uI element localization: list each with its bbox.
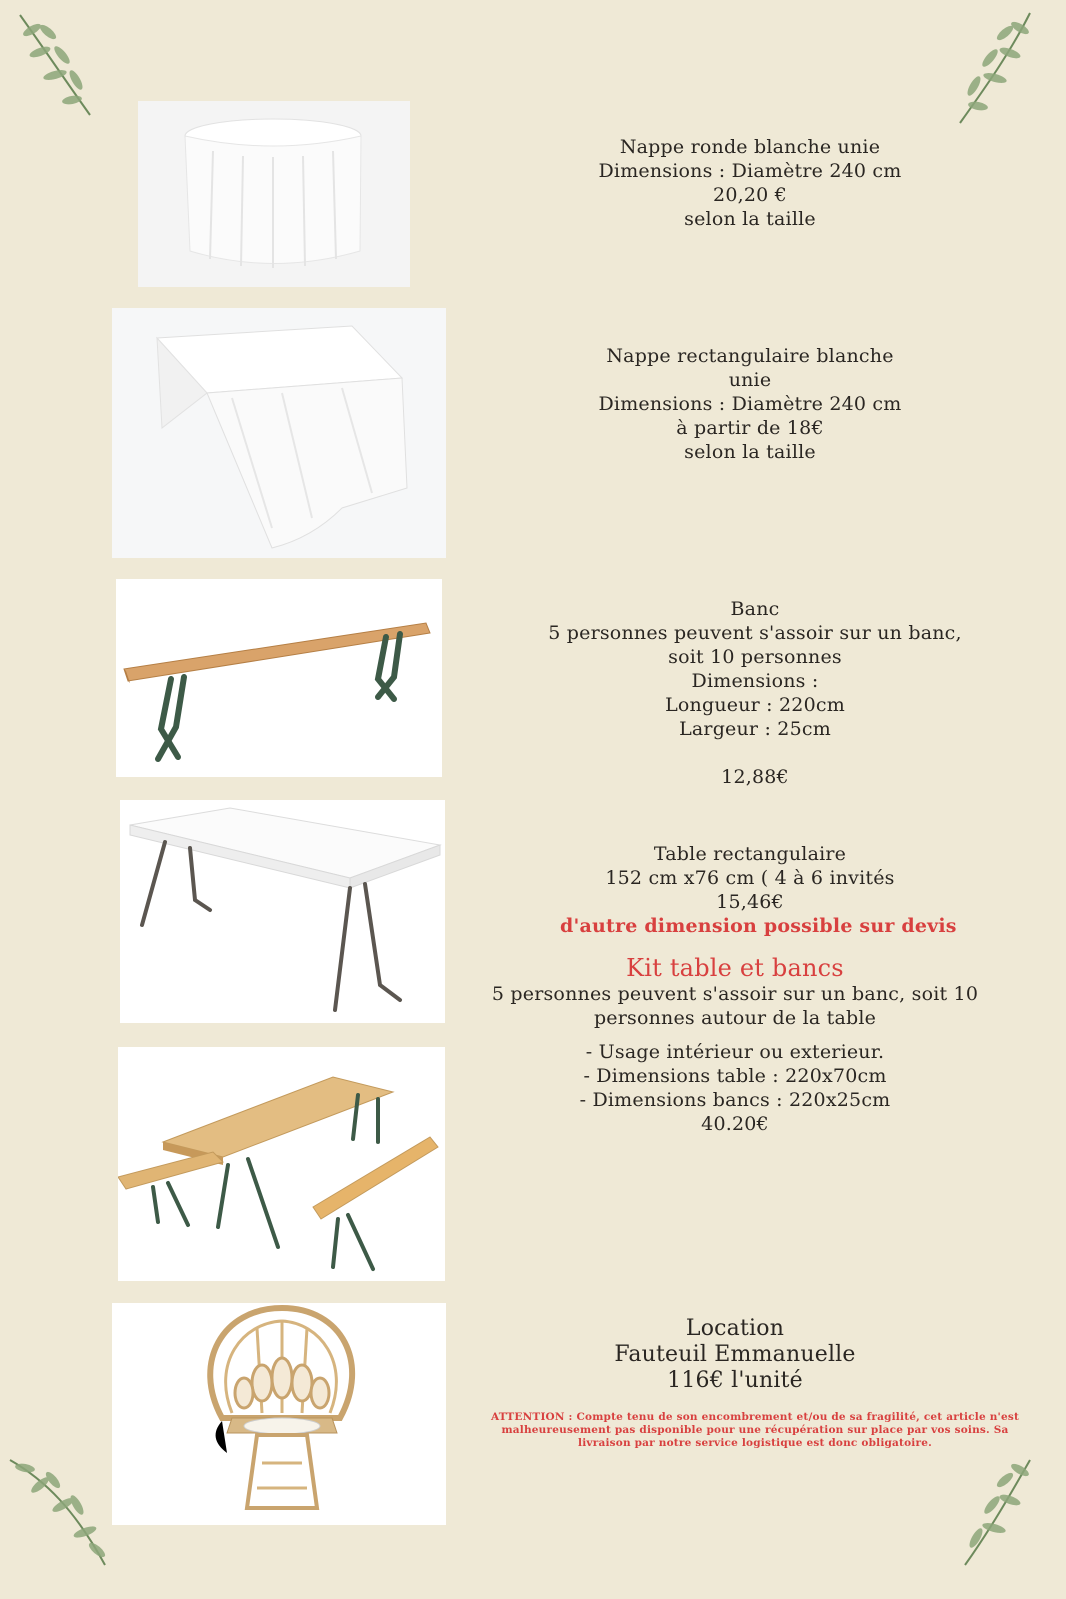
- custom-size-note: d'autre dimension possible sur devis: [560, 915, 957, 937]
- leaf-sprig-icon: [950, 8, 1040, 128]
- leaf-sprig-icon: [950, 1450, 1040, 1570]
- rectangular-table-image: [120, 800, 445, 1023]
- round-tablecloth-description: Nappe ronde blanche unie Dimensions : Diamètre 240 cm 20,20 € selon la taille: [598, 136, 902, 230]
- rectangular-table-description: Table rectangulaire 152 cm x76 cm ( 4 à 6 invités 15,46€ d'autre dimension possible sur devis: [560, 843, 957, 937]
- peacock-chair-description: Location Fauteuil Emmanuelle 116€ l'unité: [614, 1316, 856, 1393]
- leaf-sprig-icon: [5, 1450, 115, 1570]
- round-tablecloth-image: [138, 101, 410, 287]
- leaf-sprig-icon: [10, 10, 100, 120]
- peacock-chair-image: [112, 1303, 446, 1525]
- kit-details: - Usage intérieur ou exterieur. - Dimensions table : 220x70cm - Dimensions bancs : 220x25cm 40.20€: [579, 1041, 891, 1135]
- bench-image: [116, 579, 442, 777]
- rectangular-tablecloth-image: [112, 308, 446, 558]
- rectangular-tablecloth-description: Nappe rectangulaire blanche unie Dimensions : Diamètre 240 cm à partir de 18€ selon la taille: [598, 345, 902, 463]
- bench-description: Banc 5 personnes peuvent s'assoir sur un banc, soit 10 personnes Dimensions : Longueur : 220cm Largeur : 25cm 12,88€: [548, 598, 962, 788]
- kit-description: 5 personnes peuvent s'assoir sur un banc, soit 10 personnes autour de la table: [491, 983, 979, 1029]
- delivery-warning: ATTENTION : Compte tenu de son encombrement et/ou de sa fragilité, cet article n'est malheureusement pas disponible pour une récupération sur place par vos soins. Sa livraison par notre service logistique est donc obligatoire.: [491, 1411, 1019, 1449]
- kit-table-benches-image: [118, 1047, 445, 1281]
- kit-title: Kit table et bancs: [626, 954, 844, 982]
